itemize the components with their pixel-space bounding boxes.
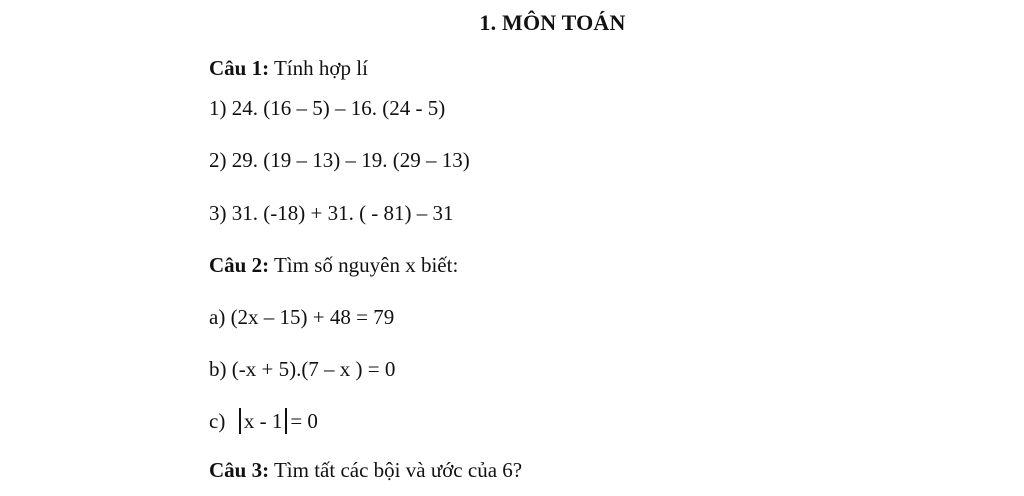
- question-2-item-c-result: = 0: [290, 409, 318, 433]
- section-title: 1. MÔN TOÁN: [479, 10, 626, 35]
- absolute-value-left-bar: [239, 408, 241, 434]
- question-3-label: Câu 3:: [209, 458, 270, 482]
- question-1-item-2: 2) 29. (19 – 13) – 19. (29 – 13): [209, 148, 470, 172]
- question-1-prompt: Tính hợp lí: [269, 56, 368, 80]
- question-2: [209, 253, 458, 277]
- question-2-item-a: a) (2x – 15) + 48 = 79: [209, 305, 395, 329]
- question-2-item-b: b) (-x + 5).(7 – x ) = 0: [209, 357, 396, 381]
- absolute-value-right-bar: [285, 408, 287, 434]
- question-2-prompt: Tìm số nguyên x biết:: [269, 253, 459, 277]
- question-1-item-1: 1) 24. (16 – 5) – 16. (24 - 5): [209, 96, 446, 120]
- question-3-prompt: Tìm tất các bội và ước của 6?: [269, 458, 523, 482]
- question-1-item-3: 3) 31. (-18) + 31. ( - 81) – 31: [209, 201, 454, 225]
- question-1: [209, 56, 368, 80]
- question-2-item-c-expression: x - 1: [243, 409, 283, 433]
- question-2-label: Câu 2:: [209, 253, 270, 277]
- question-2-item-c: [209, 408, 318, 434]
- question-2-item-c-prefix: c): [209, 409, 236, 433]
- question-1-label: Câu 1:: [209, 56, 270, 80]
- question-3: [209, 458, 522, 482]
